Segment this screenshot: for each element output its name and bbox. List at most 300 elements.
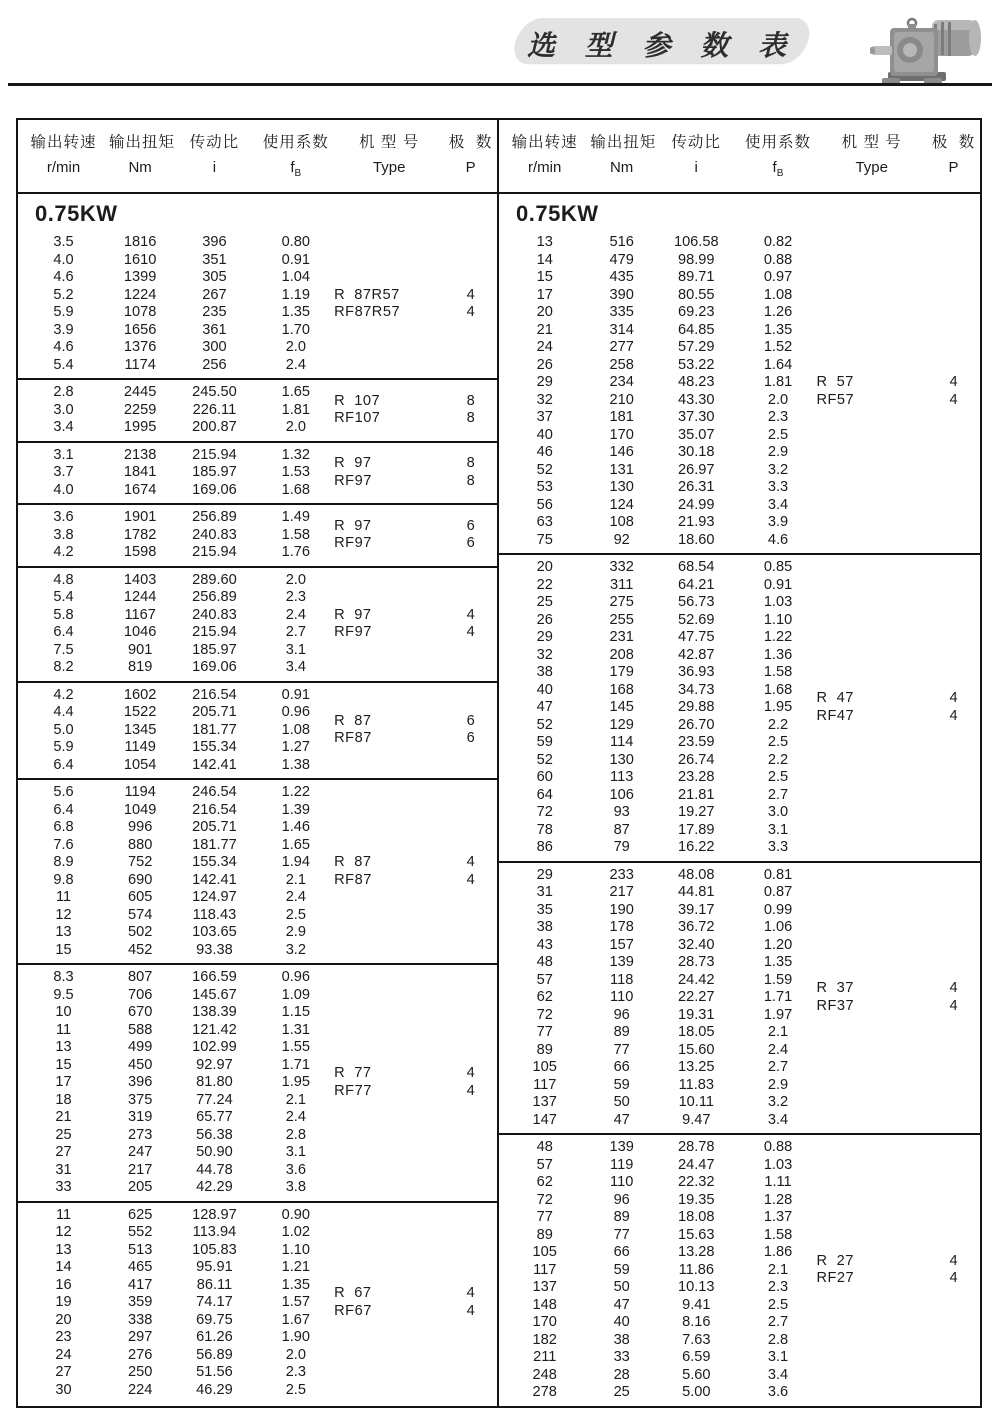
- torque-cell: 452: [127, 941, 153, 958]
- service-factor-cell: 2.8: [767, 1331, 789, 1348]
- speed-cell: 5.6: [53, 784, 74, 800]
- poles-value: 4: [949, 391, 958, 408]
- speed-cell: 48: [536, 1139, 553, 1155]
- service-factor-cell: 3.4: [767, 1111, 789, 1128]
- ratio-cell: 52.69: [678, 611, 715, 628]
- ratio-cell: 95.91: [196, 1259, 233, 1275]
- speed-cell: 6.4: [53, 801, 74, 818]
- type-label: [334, 287, 444, 322]
- table-row: [499, 1112, 816, 1130]
- service-factor-cell: 1.39: [281, 801, 311, 818]
- poles-label: [444, 854, 497, 889]
- ratio-cell: 9.47: [682, 1111, 711, 1128]
- table-row: [18, 739, 334, 757]
- torque-cell: 2259: [123, 401, 157, 418]
- table-row: [18, 1004, 334, 1022]
- table-row: [18, 872, 334, 890]
- torque-cell: 1522: [123, 704, 157, 720]
- table-row: [18, 1347, 334, 1365]
- table-row: [18, 837, 334, 855]
- type-value: RF57: [816, 391, 855, 408]
- torque-cell: 157: [609, 936, 634, 953]
- table-row: [18, 1039, 334, 1057]
- table-row: [18, 339, 334, 357]
- speed-cell: 46: [536, 444, 553, 460]
- ratio-cell: 32.40: [678, 936, 715, 953]
- speed-cell: 15: [536, 269, 553, 285]
- table-section: [499, 1133, 980, 1406]
- service-factor-cell: 1.64: [763, 356, 793, 373]
- ratio-cell: 22.27: [678, 989, 715, 1005]
- ratio-cell: 37.30: [678, 409, 715, 425]
- speed-cell: 105: [532, 1059, 557, 1075]
- torque-cell: 47: [613, 1296, 630, 1313]
- torque-cell: 276: [127, 1346, 153, 1363]
- speed-cell: 7.6: [53, 836, 74, 853]
- ratio-cell: 48.08: [678, 866, 715, 883]
- ratio-cell: 19.31: [678, 1006, 715, 1023]
- ratio-cell: 181.77: [192, 721, 237, 738]
- ratio-cell: 18.08: [678, 1209, 715, 1225]
- torque-cell: 1403: [123, 571, 157, 588]
- poles-value: 4: [949, 997, 958, 1014]
- service-factor-cell: 2.5: [285, 1381, 306, 1398]
- ratio-cell: 142.41: [192, 756, 237, 773]
- type-value: R 27: [816, 1252, 854, 1269]
- ratio-cell: 18.60: [678, 531, 715, 548]
- torque-cell: 247: [127, 1144, 153, 1160]
- table-row: [499, 1332, 816, 1350]
- table-row: [18, 624, 334, 642]
- ratio-cell: 43.30: [678, 391, 715, 408]
- table-row: [18, 234, 334, 252]
- table-row: [18, 1277, 334, 1295]
- poles-label: [444, 1285, 497, 1320]
- table-row: [18, 1382, 334, 1400]
- poles-label: [927, 690, 980, 725]
- speed-cell: 86: [536, 839, 553, 855]
- torque-cell: 145: [609, 699, 634, 715]
- torque-cell: 1345: [123, 721, 157, 738]
- poles-value: 4: [949, 374, 958, 390]
- service-factor-cell: 1.08: [281, 721, 311, 738]
- torque-cell: 1194: [124, 784, 156, 800]
- service-factor-cell: 2.4: [767, 1041, 789, 1058]
- service-factor-cell: 1.35: [763, 321, 793, 338]
- torque-cell: 178: [609, 919, 634, 935]
- service-factor-cell: 1.09: [281, 986, 311, 1003]
- torque-cell: 880: [127, 836, 153, 853]
- ratio-cell: 216.54: [192, 801, 237, 818]
- poles-label: [444, 607, 497, 642]
- type-value: RF97: [334, 535, 372, 552]
- torque-cell: 50: [613, 1279, 630, 1295]
- torque-cell: 513: [127, 1241, 153, 1258]
- torque-cell: 338: [127, 1311, 153, 1328]
- torque-cell: 516: [609, 234, 634, 250]
- table-row: [18, 607, 334, 625]
- table-row: [499, 269, 816, 287]
- speed-cell: 11: [55, 889, 72, 905]
- torque-cell: 1610: [123, 251, 157, 268]
- ratio-cell: 5.60: [682, 1366, 711, 1383]
- ratio-cell: 69.23: [678, 304, 715, 320]
- ratio-cell: 65.77: [196, 1109, 233, 1125]
- speed-cell: 40: [536, 426, 553, 443]
- speed-cell: 23: [55, 1329, 72, 1345]
- type-value: R 87R57: [334, 286, 400, 303]
- table-row: [18, 784, 334, 802]
- table-section: [499, 861, 980, 1134]
- table-row: [499, 972, 816, 990]
- table-row: [18, 589, 334, 607]
- service-factor-cell: 3.8: [285, 1179, 306, 1195]
- torque-cell: 28: [613, 1366, 630, 1383]
- torque-cell: 1598: [123, 544, 157, 560]
- table-row: [499, 1314, 816, 1332]
- table-row: [18, 1329, 334, 1347]
- speed-cell: 3.9: [53, 321, 74, 338]
- service-factor-cell: 0.80: [281, 234, 311, 250]
- speed-cell: 32: [536, 646, 553, 663]
- service-factor-cell: 1.53: [281, 464, 311, 480]
- torque-cell: 1244: [123, 589, 157, 605]
- torque-cell: 168: [609, 681, 634, 698]
- torque-cell: 901: [127, 641, 153, 658]
- ratio-cell: 42.87: [678, 646, 715, 663]
- service-factor-cell: 2.9: [285, 924, 306, 940]
- speed-cell: 137: [532, 1279, 557, 1295]
- service-factor-cell: 3.4: [767, 496, 789, 513]
- type-value: RF87: [334, 871, 372, 888]
- torque-cell: 66: [613, 1244, 630, 1260]
- speed-cell: 4.6: [53, 269, 74, 285]
- speed-cell: 3.6: [53, 509, 74, 525]
- speed-cell: 4.8: [53, 571, 74, 588]
- ratio-cell: 235: [202, 304, 227, 320]
- speed-cell: 7.5: [53, 641, 74, 658]
- torque-cell: 59: [613, 1076, 630, 1093]
- speed-cell: 72: [536, 804, 553, 820]
- ratio-cell: 11.86: [678, 1261, 714, 1278]
- ratio-cell: 13.25: [678, 1059, 715, 1075]
- ratio-cell: 39.17: [678, 901, 715, 918]
- table-row: [18, 704, 334, 722]
- speed-cell: 52: [536, 751, 553, 768]
- table-row: [499, 514, 816, 532]
- column-header-speed: 输出转速 r/min: [30, 134, 97, 176]
- table-row: [499, 1024, 816, 1042]
- column-headers: [18, 120, 497, 194]
- ratio-cell: 300: [202, 339, 227, 355]
- ratio-cell: 215.94: [192, 544, 237, 560]
- type-label: [816, 690, 927, 725]
- ratio-cell: 169.06: [192, 481, 237, 498]
- service-factor-cell: 0.81: [763, 866, 793, 883]
- ratio-cell: 93.38: [196, 941, 233, 958]
- speed-cell: 38: [536, 664, 553, 680]
- speed-cell: 12: [55, 906, 72, 923]
- torque-cell: 574: [127, 906, 153, 923]
- table-row: [18, 987, 334, 1005]
- type-value: R 97: [334, 606, 372, 623]
- torque-cell: 465: [127, 1259, 153, 1275]
- table-row: [499, 804, 816, 822]
- torque-cell: 1224: [123, 286, 157, 303]
- poles-value: 8: [466, 455, 475, 472]
- ratio-cell: 29.88: [678, 699, 715, 715]
- type-value: R 37: [816, 980, 854, 997]
- table-body: [499, 230, 980, 1406]
- torque-cell: 1149: [124, 739, 156, 755]
- table-row: [499, 462, 816, 480]
- poles-label: [444, 518, 497, 553]
- ratio-cell: 19.27: [678, 804, 715, 820]
- service-factor-cell: 2.7: [285, 624, 306, 640]
- table-row: [18, 419, 334, 437]
- speed-cell: 24: [536, 339, 553, 355]
- speed-cell: 5.2: [53, 286, 74, 303]
- torque-cell: 118: [610, 971, 634, 988]
- ratio-cell: 30.18: [678, 444, 715, 460]
- service-factor-cell: 2.1: [767, 1261, 789, 1278]
- speed-cell: 182: [532, 1331, 557, 1348]
- service-factor-cell: 2.5: [767, 769, 789, 785]
- table-section: [18, 230, 497, 378]
- speed-cell: 4.4: [53, 704, 74, 720]
- table-row: [499, 1367, 816, 1385]
- ratio-cell: 21.81: [678, 786, 715, 803]
- ratio-cell: 98.99: [678, 251, 715, 268]
- torque-cell: 275: [609, 594, 634, 610]
- ratio-cell: 215.94: [192, 446, 237, 463]
- ratio-cell: 155.34: [192, 739, 237, 755]
- torque-cell: 311: [610, 576, 634, 593]
- torque-cell: 1078: [123, 304, 157, 320]
- table-row: [499, 559, 816, 577]
- ratio-cell: 28.78: [678, 1139, 715, 1155]
- service-factor-cell: 1.55: [281, 1039, 311, 1055]
- speed-cell: 4.0: [53, 251, 74, 268]
- speed-cell: 26: [536, 356, 553, 373]
- poles-value: 4: [949, 690, 958, 707]
- torque-cell: 224: [127, 1381, 153, 1398]
- type-label: [334, 393, 444, 428]
- ratio-cell: 256.89: [192, 509, 237, 525]
- torque-cell: 258: [609, 356, 634, 373]
- table-row: [499, 322, 816, 340]
- type-label: [334, 1285, 444, 1320]
- speed-cell: 59: [536, 734, 553, 750]
- section-rows: [18, 687, 334, 775]
- section-rows: [18, 1207, 334, 1400]
- service-factor-cell: 1.27: [281, 739, 311, 755]
- torque-cell: 2445: [123, 384, 157, 400]
- table-row: [499, 717, 816, 735]
- torque-cell: 277: [609, 339, 634, 355]
- service-factor-cell: 1.35: [281, 304, 311, 320]
- speed-cell: 43: [536, 936, 553, 953]
- service-factor-cell: 1.02: [281, 1224, 311, 1240]
- ratio-cell: 256.89: [192, 589, 237, 605]
- ratio-cell: 35.07: [678, 426, 715, 443]
- torque-cell: 38: [613, 1331, 630, 1348]
- table-row: [18, 1109, 334, 1127]
- type-value: RF67: [334, 1302, 372, 1319]
- service-factor-cell: 1.21: [281, 1259, 311, 1275]
- speed-cell: 77: [536, 1209, 553, 1225]
- speed-cell: 31: [55, 1161, 72, 1178]
- speed-cell: 4.2: [53, 544, 74, 560]
- page-title: 选 型 参 数 表: [526, 30, 798, 61]
- service-factor-cell: 1.58: [763, 664, 793, 680]
- table-row: [499, 752, 816, 770]
- service-factor-cell: 2.1: [285, 1091, 306, 1108]
- speed-cell: 20: [55, 1311, 72, 1328]
- column-header-torque: 输出扭矩 Nm: [109, 134, 176, 176]
- service-factor-cell: 0.97: [763, 269, 793, 285]
- table-row: [499, 629, 816, 647]
- speed-cell: 38: [536, 919, 553, 935]
- ratio-cell: 142.41: [192, 871, 237, 888]
- section-rows: [499, 234, 816, 549]
- service-factor-cell: 1.36: [763, 646, 793, 663]
- ratio-cell: 46.29: [196, 1381, 233, 1398]
- speed-cell: 63: [536, 514, 553, 530]
- speed-cell: 9.5: [53, 986, 74, 1003]
- speed-cell: 72: [536, 1006, 553, 1023]
- torque-cell: 435: [609, 269, 634, 285]
- speed-cell: 56: [536, 496, 553, 513]
- type-value: RF27: [816, 1270, 855, 1287]
- service-factor-cell: 0.91: [281, 251, 311, 268]
- service-factor-cell: 2.0: [285, 339, 306, 355]
- speed-cell: 25: [536, 594, 553, 610]
- poles-value: 4: [466, 286, 475, 303]
- table-row: [499, 647, 816, 665]
- table-row: [499, 1174, 816, 1192]
- ratio-cell: 215.94: [192, 624, 237, 640]
- service-factor-cell: 0.96: [281, 969, 311, 985]
- table-row: [499, 839, 816, 857]
- speed-cell: 21: [55, 1109, 72, 1125]
- speed-cell: 17: [536, 286, 553, 303]
- service-factor-cell: 1.70: [281, 321, 311, 338]
- service-factor-cell: 2.8: [285, 1126, 306, 1143]
- table-row: [499, 1094, 816, 1112]
- ratio-cell: 289.60: [192, 571, 237, 588]
- type-label: [816, 1253, 927, 1288]
- service-factor-cell: 1.76: [281, 544, 311, 560]
- poles-value: 6: [466, 730, 475, 747]
- ratio-cell: 361: [202, 321, 227, 338]
- service-factor-cell: 1.68: [763, 681, 793, 698]
- torque-cell: 1901: [123, 509, 157, 525]
- ratio-cell: 69.75: [196, 1311, 233, 1328]
- ratio-cell: 56.73: [678, 594, 715, 610]
- speed-cell: 11: [55, 1206, 72, 1223]
- table-row: [18, 1207, 334, 1225]
- ratio-cell: 16.22: [678, 839, 715, 855]
- service-factor-cell: 1.90: [281, 1329, 311, 1345]
- torque-cell: 273: [127, 1126, 153, 1143]
- torque-cell: 231: [609, 629, 634, 645]
- column-header-speed: 输出转速 r/min: [511, 134, 578, 176]
- torque-cell: 190: [609, 901, 634, 918]
- speed-cell: 89: [536, 1226, 553, 1243]
- poles-value: 4: [466, 624, 475, 640]
- torque-cell: 96: [613, 1191, 630, 1208]
- service-factor-cell: 1.32: [281, 446, 311, 463]
- ratio-cell: 145.67: [192, 986, 237, 1003]
- table-row: [18, 1242, 334, 1260]
- torque-cell: 807: [127, 969, 153, 985]
- poles-value: 4: [466, 606, 475, 623]
- speed-cell: 33: [55, 1179, 72, 1195]
- ratio-cell: 64.85: [678, 321, 715, 338]
- torque-cell: 217: [609, 884, 634, 900]
- torque-cell: 234: [609, 374, 634, 390]
- table-row: [18, 1144, 334, 1162]
- column-header-torque: 输出扭矩 Nm: [590, 134, 657, 176]
- table-row: [499, 734, 816, 752]
- service-factor-cell: 1.58: [281, 526, 311, 543]
- service-factor-cell: 2.2: [767, 716, 789, 733]
- torque-cell: 1782: [123, 526, 157, 543]
- ratio-cell: 18.05: [678, 1024, 715, 1040]
- torque-cell: 93: [613, 804, 630, 820]
- column-header-service-factor: 使用系数 $f_B$: [262, 134, 329, 179]
- service-factor-cell: 1.22: [281, 784, 311, 800]
- table-row: [499, 902, 816, 920]
- service-factor-cell: 2.5: [767, 1296, 789, 1313]
- table-row: [18, 544, 334, 562]
- torque-cell: 396: [127, 1074, 153, 1090]
- ratio-cell: 57.29: [678, 339, 715, 355]
- type-value: RF97: [334, 624, 372, 640]
- service-factor-cell: 0.96: [281, 704, 311, 720]
- speed-cell: 15: [55, 1056, 72, 1073]
- service-factor-cell: 3.6: [285, 1161, 306, 1178]
- speed-cell: 3.1: [53, 446, 74, 463]
- ratio-cell: 13.28: [678, 1244, 715, 1260]
- speed-cell: 5.8: [53, 606, 74, 623]
- table-body: [18, 230, 497, 1403]
- type-label: [816, 374, 927, 409]
- type-value: RF97: [334, 472, 372, 489]
- torque-cell: 96: [613, 1006, 630, 1023]
- speed-cell: 32: [536, 391, 553, 408]
- torque-cell: 40: [613, 1314, 630, 1330]
- speed-cell: 5.0: [53, 721, 74, 738]
- ratio-cell: 205.71: [192, 704, 237, 720]
- service-factor-cell: 3.2: [767, 1094, 789, 1110]
- gear-motor-photo: [868, 6, 992, 92]
- table-section: [18, 566, 497, 681]
- ratio-cell: 26.74: [678, 751, 715, 768]
- speed-cell: 5.4: [53, 589, 74, 605]
- service-factor-cell: 1.08: [763, 286, 793, 303]
- torque-cell: 79: [613, 839, 630, 855]
- poles-label: [444, 1065, 497, 1100]
- speed-cell: 4.6: [53, 339, 74, 355]
- torque-cell: 1167: [124, 606, 156, 623]
- table-row: [18, 1259, 334, 1277]
- service-factor-cell: 1.59: [763, 971, 793, 988]
- speed-cell: 5.9: [53, 304, 74, 320]
- speed-cell: 3.5: [53, 234, 74, 250]
- column-header-poles: 极 数 P: [931, 134, 976, 176]
